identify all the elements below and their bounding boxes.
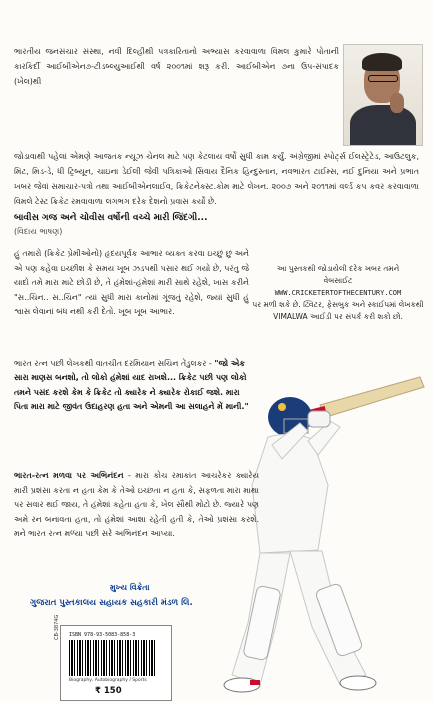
shoe-front	[340, 676, 376, 690]
bat-blade	[320, 377, 424, 417]
website-note-line2: વેબસાઈટ	[323, 276, 353, 285]
section-subheading: (વિદાય ભાષણ)	[14, 227, 63, 236]
distributor-name: ગુજરાત પુસ્તકાલય સહાયક સહકારી મંડળ લિ.	[30, 598, 193, 608]
website-note-line3: પર મળી શકે છે. ટ્વિટર, ફેસબુક અને સ્કાઈપમાં લેખકથી VIMALWA આઈડી પર સંપર્ક કરી શકો છો.	[252, 300, 424, 321]
barcode	[69, 640, 155, 676]
isbn-text: ISBN 978-93-5083-858-3	[69, 632, 136, 638]
author-bio-para1: ભારતીય જનસંચાર સંસ્થા, નવી દિલ્હીથી પત્રકારિતાનો અભ્યાસ કરવાવાળા વિમલ કુમારે પોતાની કારકિર્દી આઈબીએન૭-ટીડબ્લ્યુઆઈથી વર્ષ ૨૦૦૧માં શરૂ કરી. આઈબીએન ૭ના ઉપ-સંપાદક (ખેલ)થી	[14, 47, 339, 86]
category-text: Biography, Autobiography / Sports	[69, 678, 147, 683]
helmet-logo	[278, 403, 286, 411]
distributor-label: મુખ્ય વિક્રેતા	[110, 583, 150, 592]
quote-text: "જો એક સારા માણસ બનશો, તો લોકો હંમેશાં યાદ રાખશે... ક્રિકેટ પછી પણ લોકો તમને પસંદ કરશે કેમ કે ક્રિકેટ તો ક્યારેક ને ક્યારેક રોકાઈ જશે. મારા પિતા મારા માટે જીવંત ઉદાહરણ હતા અને એમની આ સલાહને મેં માની."	[14, 359, 249, 412]
section-heading: બાવીસ ગજ અને ચોવીસ વર્ષોની વચ્ચે મારી જિંદગી...	[14, 213, 208, 223]
author-bio-para2: જોડાવાથી પહેલાં એમણે આજતક ન્યૂઝ ચેનલ માટે પણ કેટલાય વર્ષો સુધી કામ કર્યું. અંગ્રેજીમાં સ્પોર્ટ્સ ઈલસ્ટ્રેટેડ, આઉટલુક, મિંટ, મિડ-ડે, ધી ટ્રિબ્યૂન, ચાઇના ડેઈલી જેવી પત્રિકાઓ સિવાય દૈનિક હિન્દુસ્તાન, નવભારત ટાઈમ્સ, નઈ દુનિયા અને પ્રભાત ખબર જેવાં સમાચાર-પત્રો તથા આઈબીએનલાઈવ, ક્રિકેટનેક્સ્ટ.કોમ માટે લેખન. ૨૦૦૭ અને ૨૦૧૧માં વર્લ્ડ કપ કવર કરવાવાળા વિમલે ટેસ્ટ ક્રિકેટ રમવાવાળા લગભગ દરેક દેશનો પ્રવાસ કર્યો છે.	[14, 152, 419, 206]
website-note	[252, 263, 424, 323]
congrats-label: ભારત-રત્ન મળવા પર અભિનંદન	[14, 471, 124, 480]
congratulations-paragraph	[14, 469, 259, 542]
catalog-code: CB-3874G	[54, 614, 60, 640]
quote-intro: ભારત રત્ન પછી લેખકથી વાતચીત દરમિયાન સચિન તેંડુલકર -	[14, 359, 215, 368]
congrats-text: - મારા કોચ રમાકાંત આચરેકર ક્યારેય મારી પ્રશંસા કરતા ન હતા કેમ કે તેઓ ઇચ્છતા ન હતા કે, સફળતા મારા માથા પર સવાર થઈ જાય, તે હંમેશાં કહેતા હતા કે, ખેલ સૌથી મોટો છે. જ્યારે પણ અમે રન બનાવતા હતા, તો હંમેશાં આશા રહેતી હતી કે, તેઓ પ્રશંસા કરશે. મને ભારત રત્ન મળ્યા પછી સરે અભિનંદન આપ્યા.	[14, 471, 259, 539]
website-url[interactable]: WWW.CRICKETERTOFTHECENTURY.COM	[274, 289, 402, 297]
gloves	[308, 411, 330, 427]
farewell-message: હું તમારો (ક્રિકેટ પ્રેમીઓનો) હૃદયપૂર્વક આભાર વ્યક્ત કરવા ઇચ્છું છું અને એ પણ કહેવા ઇચ્છીશ કે સમય ખૂબ ઝડપથી પસાર થઈ ગયો છે, પરંતુ જે યાદો તમે મારા માટે છોડી છે, તે હંમેશાં-હંમેશાં મારી સાથે રહેશે, ખાસ કરીને "સ..ચિન.. સ..ચિન" ત્યાં સુધી મારા કાનોમાં ગૂંજતું રહેશે, જ્યાં સુધી હું શ્વાસ લેવાનાં બંધ નથી કરી દેતો. ખૂબ ખૂબ આભાર.	[14, 249, 249, 317]
website-note-line1: આ પુસ્તકથી જોડાયેલી દરેક ખબર તમને	[276, 264, 400, 273]
price: ₹ 150	[95, 686, 122, 696]
author-photo	[343, 44, 423, 146]
